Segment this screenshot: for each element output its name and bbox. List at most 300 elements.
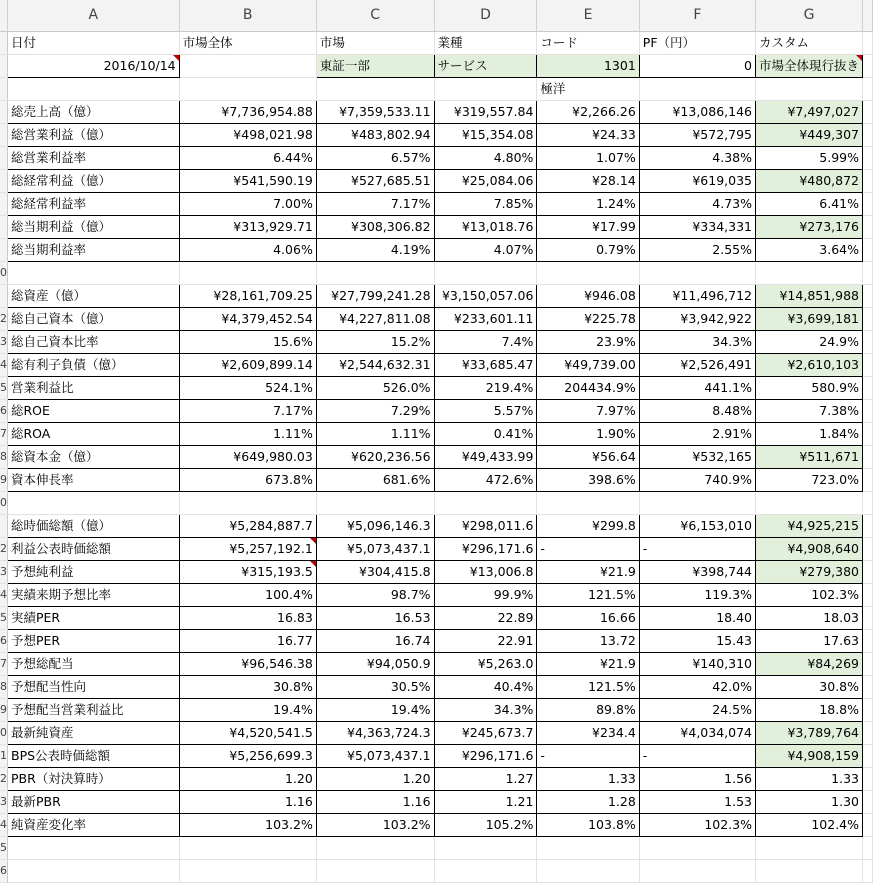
metric-value-cell[interactable]: 1.30 bbox=[756, 791, 863, 814]
metric-label-cell[interactable]: 実績来期予想比率 bbox=[8, 584, 180, 607]
metric-value-cell[interactable]: 1.16 bbox=[316, 791, 434, 814]
empty-cell-h[interactable] bbox=[863, 78, 873, 101]
empty-cell-h[interactable] bbox=[863, 354, 873, 377]
metric-value-cell[interactable]: 102.3% bbox=[639, 814, 755, 837]
header-label-cell[interactable]: PF（円） bbox=[639, 32, 755, 55]
metric-value-cell[interactable]: ¥308,306.82 bbox=[316, 216, 434, 239]
empty-cell[interactable] bbox=[537, 860, 639, 883]
metric-value-cell[interactable]: 6.57% bbox=[316, 147, 434, 170]
metric-value-cell[interactable]: ¥33,685.47 bbox=[434, 354, 537, 377]
metric-value-cell[interactable]: ¥319,557.84 bbox=[434, 101, 537, 124]
metric-value-cell[interactable]: 7.4% bbox=[434, 331, 537, 354]
metric-value-cell[interactable]: ¥296,171.6 bbox=[434, 745, 537, 768]
metric-value-cell[interactable]: 22.91 bbox=[434, 630, 537, 653]
row-number[interactable]: 4 bbox=[0, 354, 8, 377]
metric-value-cell[interactable]: ¥313,929.71 bbox=[179, 216, 316, 239]
metric-value-cell[interactable]: ¥2,610,103 bbox=[756, 354, 863, 377]
metric-value-cell[interactable]: ¥4,520,541.5 bbox=[179, 722, 316, 745]
custom-select-cell[interactable]: 市場全体現行抜き bbox=[756, 55, 863, 78]
row-number[interactable] bbox=[0, 55, 8, 78]
header-label-cell[interactable]: 業種 bbox=[434, 32, 537, 55]
metric-label-cell[interactable]: 最新純資産 bbox=[8, 722, 180, 745]
date-input-cell[interactable]: 2016/10/14 bbox=[8, 55, 180, 78]
column-header-d[interactable]: D bbox=[434, 0, 537, 32]
row-number[interactable] bbox=[0, 239, 8, 262]
empty-cell-h[interactable] bbox=[863, 538, 873, 561]
empty-cell[interactable] bbox=[316, 78, 434, 101]
metric-value-cell[interactable]: 1.07% bbox=[537, 147, 639, 170]
metric-value-cell[interactable]: 103.2% bbox=[316, 814, 434, 837]
empty-cell-h[interactable] bbox=[863, 285, 873, 308]
metric-value-cell[interactable]: 1.33 bbox=[756, 768, 863, 791]
metric-value-cell[interactable]: ¥4,925,215 bbox=[756, 515, 863, 538]
metric-label-cell[interactable]: 総当期利益率 bbox=[8, 239, 180, 262]
empty-cell-h[interactable] bbox=[863, 814, 873, 837]
empty-cell[interactable] bbox=[639, 492, 755, 515]
empty-cell[interactable] bbox=[316, 492, 434, 515]
row-number[interactable]: 5 bbox=[0, 607, 8, 630]
metric-label-cell[interactable]: 総時価総額（億） bbox=[8, 515, 180, 538]
empty-cell[interactable] bbox=[8, 837, 180, 860]
metric-value-cell[interactable]: ¥480,872 bbox=[756, 170, 863, 193]
metric-value-cell[interactable]: 6.41% bbox=[756, 193, 863, 216]
metric-value-cell[interactable]: 105.2% bbox=[434, 814, 537, 837]
metric-value-cell[interactable]: ¥4,034,074 bbox=[639, 722, 755, 745]
row-number[interactable]: 3 bbox=[0, 791, 8, 814]
row-number[interactable] bbox=[0, 285, 8, 308]
metric-value-cell[interactable]: 7.38% bbox=[756, 400, 863, 423]
metric-value-cell[interactable]: 15.6% bbox=[179, 331, 316, 354]
empty-cell-h[interactable] bbox=[863, 400, 873, 423]
metric-value-cell[interactable]: ¥13,018.76 bbox=[434, 216, 537, 239]
metric-value-cell[interactable]: 102.3% bbox=[756, 584, 863, 607]
empty-cell[interactable] bbox=[434, 78, 537, 101]
row-number[interactable]: 2 bbox=[0, 538, 8, 561]
empty-cell[interactable] bbox=[179, 860, 316, 883]
empty-cell-h[interactable] bbox=[863, 768, 873, 791]
metric-value-cell[interactable]: ¥2,526,491 bbox=[639, 354, 755, 377]
empty-cell[interactable] bbox=[179, 262, 316, 285]
column-header-c[interactable]: C bbox=[316, 0, 434, 32]
empty-cell[interactable] bbox=[8, 860, 180, 883]
empty-cell-h[interactable] bbox=[863, 492, 873, 515]
row-number[interactable] bbox=[0, 216, 8, 239]
metric-value-cell[interactable]: 103.2% bbox=[179, 814, 316, 837]
empty-cell[interactable] bbox=[756, 860, 863, 883]
metric-value-cell[interactable]: 4.80% bbox=[434, 147, 537, 170]
row-number[interactable]: 8 bbox=[0, 676, 8, 699]
metric-value-cell[interactable]: ¥5,256,699.3 bbox=[179, 745, 316, 768]
empty-cell-h[interactable] bbox=[863, 561, 873, 584]
metric-value-cell[interactable]: 16.66 bbox=[537, 607, 639, 630]
empty-cell[interactable] bbox=[179, 837, 316, 860]
metric-label-cell[interactable]: 利益公表時価総額 bbox=[8, 538, 180, 561]
row-number[interactable]: 3 bbox=[0, 561, 8, 584]
empty-cell[interactable] bbox=[316, 837, 434, 860]
empty-cell[interactable] bbox=[434, 492, 537, 515]
empty-cell-h[interactable] bbox=[863, 193, 873, 216]
metric-value-cell[interactable]: 1.90% bbox=[537, 423, 639, 446]
metric-value-cell[interactable]: ¥5,073,437.1 bbox=[316, 538, 434, 561]
metric-value-cell[interactable]: 0.41% bbox=[434, 423, 537, 446]
metric-value-cell[interactable]: 16.74 bbox=[316, 630, 434, 653]
metric-label-cell[interactable]: 予想純利益 bbox=[8, 561, 180, 584]
metric-value-cell[interactable]: ¥3,699,181 bbox=[756, 308, 863, 331]
metric-value-cell[interactable]: 1.27 bbox=[434, 768, 537, 791]
metric-value-cell[interactable]: ¥532,165 bbox=[639, 446, 755, 469]
metric-label-cell[interactable]: 総経常利益（億） bbox=[8, 170, 180, 193]
metric-label-cell[interactable]: 予想PER bbox=[8, 630, 180, 653]
metric-value-cell[interactable]: - bbox=[537, 745, 639, 768]
metric-value-cell[interactable]: ¥4,363,724.3 bbox=[316, 722, 434, 745]
row-number[interactable]: 5 bbox=[0, 837, 8, 860]
row-number[interactable]: 5 bbox=[0, 377, 8, 400]
metric-value-cell[interactable]: ¥541,590.19 bbox=[179, 170, 316, 193]
metric-value-cell[interactable]: ¥398,744 bbox=[639, 561, 755, 584]
metric-value-cell[interactable]: - bbox=[639, 538, 755, 561]
metric-value-cell[interactable]: ¥511,671 bbox=[756, 446, 863, 469]
metric-value-cell[interactable]: 7.29% bbox=[316, 400, 434, 423]
metric-label-cell[interactable]: 最新PBR bbox=[8, 791, 180, 814]
metric-value-cell[interactable]: ¥4,908,159 bbox=[756, 745, 863, 768]
metric-label-cell[interactable]: 総営業利益（億） bbox=[8, 124, 180, 147]
empty-cell-h[interactable] bbox=[863, 446, 873, 469]
metric-value-cell[interactable]: ¥11,496,712 bbox=[639, 285, 755, 308]
empty-cell[interactable] bbox=[179, 55, 316, 78]
row-number[interactable] bbox=[0, 32, 8, 55]
empty-cell[interactable] bbox=[316, 860, 434, 883]
empty-cell-h[interactable] bbox=[863, 239, 873, 262]
column-header-a[interactable]: A bbox=[8, 0, 180, 32]
metric-value-cell[interactable]: ¥5,096,146.3 bbox=[316, 515, 434, 538]
metric-value-cell[interactable]: ¥620,236.56 bbox=[316, 446, 434, 469]
metric-value-cell[interactable]: 1.84% bbox=[756, 423, 863, 446]
metric-value-cell[interactable]: 441.1% bbox=[639, 377, 755, 400]
metric-value-cell[interactable]: ¥56.64 bbox=[537, 446, 639, 469]
row-number[interactable]: 7 bbox=[0, 423, 8, 446]
metric-value-cell[interactable]: 5.57% bbox=[434, 400, 537, 423]
empty-cell-h[interactable] bbox=[863, 147, 873, 170]
metric-value-cell[interactable]: 7.00% bbox=[179, 193, 316, 216]
metric-value-cell[interactable]: 42.0% bbox=[639, 676, 755, 699]
empty-cell-h[interactable] bbox=[863, 607, 873, 630]
metric-value-cell[interactable]: ¥6,153,010 bbox=[639, 515, 755, 538]
metric-value-cell[interactable]: ¥7,497,027 bbox=[756, 101, 863, 124]
metric-value-cell[interactable]: 121.5% bbox=[537, 676, 639, 699]
empty-cell-h[interactable] bbox=[863, 124, 873, 147]
metric-value-cell[interactable]: ¥49,739.00 bbox=[537, 354, 639, 377]
metric-value-cell[interactable]: 30.5% bbox=[316, 676, 434, 699]
empty-cell-h[interactable] bbox=[863, 32, 873, 55]
metric-value-cell[interactable]: ¥2,544,632.31 bbox=[316, 354, 434, 377]
column-header-g[interactable]: G bbox=[756, 0, 863, 32]
metric-value-cell[interactable]: 16.83 bbox=[179, 607, 316, 630]
empty-cell[interactable] bbox=[537, 492, 639, 515]
metric-value-cell[interactable]: 2.91% bbox=[639, 423, 755, 446]
metric-value-cell[interactable]: 4.19% bbox=[316, 239, 434, 262]
row-number[interactable]: 9 bbox=[0, 469, 8, 492]
row-number[interactable]: 6 bbox=[0, 860, 8, 883]
select-all-corner[interactable] bbox=[0, 0, 8, 32]
metric-value-cell[interactable]: 2.55% bbox=[639, 239, 755, 262]
company-name-cell[interactable]: 極洋 bbox=[537, 78, 639, 101]
metric-label-cell[interactable]: 予想配当営業利益比 bbox=[8, 699, 180, 722]
code-input-cell[interactable]: 1301 bbox=[537, 55, 639, 78]
metric-value-cell[interactable]: 1.24% bbox=[537, 193, 639, 216]
empty-cell[interactable] bbox=[639, 837, 755, 860]
metric-value-cell[interactable]: 1.16 bbox=[179, 791, 316, 814]
metric-value-cell[interactable]: ¥2,266.26 bbox=[537, 101, 639, 124]
metric-label-cell[interactable]: 総資産（億） bbox=[8, 285, 180, 308]
column-header-h[interactable] bbox=[863, 0, 873, 32]
metric-value-cell[interactable]: 1.20 bbox=[179, 768, 316, 791]
metric-value-cell[interactable]: 7.97% bbox=[537, 400, 639, 423]
empty-cell-h[interactable] bbox=[863, 55, 873, 78]
row-number[interactable]: 9 bbox=[0, 699, 8, 722]
empty-cell-h[interactable] bbox=[863, 170, 873, 193]
metric-value-cell[interactable]: 98.7% bbox=[316, 584, 434, 607]
metric-value-cell[interactable]: ¥572,795 bbox=[639, 124, 755, 147]
metric-value-cell[interactable]: 30.8% bbox=[756, 676, 863, 699]
metric-value-cell[interactable]: ¥84,269 bbox=[756, 653, 863, 676]
metric-value-cell[interactable]: 103.8% bbox=[537, 814, 639, 837]
row-number[interactable]: 6 bbox=[0, 630, 8, 653]
metric-value-cell[interactable]: 16.77 bbox=[179, 630, 316, 653]
metric-value-cell[interactable]: 7.17% bbox=[316, 193, 434, 216]
metric-value-cell[interactable]: ¥28.14 bbox=[537, 170, 639, 193]
metric-value-cell[interactable]: 1.33 bbox=[537, 768, 639, 791]
header-label-cell[interactable]: 市場 bbox=[316, 32, 434, 55]
metric-value-cell[interactable]: 18.03 bbox=[756, 607, 863, 630]
empty-cell[interactable] bbox=[756, 78, 863, 101]
metric-label-cell[interactable]: 資本伸長率 bbox=[8, 469, 180, 492]
metric-label-cell[interactable]: 総売上高（億） bbox=[8, 101, 180, 124]
empty-cell-h[interactable] bbox=[863, 377, 873, 400]
metric-value-cell[interactable]: 1.11% bbox=[179, 423, 316, 446]
metric-label-cell[interactable]: 総自己資本比率 bbox=[8, 331, 180, 354]
metric-value-cell[interactable]: ¥5,284,887.7 bbox=[179, 515, 316, 538]
metric-value-cell[interactable]: ¥7,359,533.11 bbox=[316, 101, 434, 124]
metric-value-cell[interactable]: 526.0% bbox=[316, 377, 434, 400]
metric-value-cell[interactable]: ¥233,601.11 bbox=[434, 308, 537, 331]
metric-value-cell[interactable]: 18.40 bbox=[639, 607, 755, 630]
column-header-e[interactable]: E bbox=[537, 0, 639, 32]
metric-value-cell[interactable]: ¥5,257,192.1 bbox=[179, 538, 316, 561]
metric-value-cell[interactable]: ¥946.08 bbox=[537, 285, 639, 308]
pf-input-cell[interactable]: 0 bbox=[639, 55, 755, 78]
row-number[interactable]: 3 bbox=[0, 331, 8, 354]
metric-value-cell[interactable]: ¥24.33 bbox=[537, 124, 639, 147]
row-number[interactable] bbox=[0, 515, 8, 538]
metric-value-cell[interactable]: ¥279,380 bbox=[756, 561, 863, 584]
metric-value-cell[interactable]: 16.53 bbox=[316, 607, 434, 630]
row-number[interactable] bbox=[0, 170, 8, 193]
metric-value-cell[interactable]: ¥527,685.51 bbox=[316, 170, 434, 193]
metric-value-cell[interactable]: ¥245,673.7 bbox=[434, 722, 537, 745]
empty-cell-h[interactable] bbox=[863, 745, 873, 768]
metric-label-cell[interactable]: 総資本金（億） bbox=[8, 446, 180, 469]
metric-label-cell[interactable]: 予想総配当 bbox=[8, 653, 180, 676]
row-number[interactable] bbox=[0, 193, 8, 216]
metric-value-cell[interactable]: 121.5% bbox=[537, 584, 639, 607]
metric-value-cell[interactable]: ¥3,789,764 bbox=[756, 722, 863, 745]
column-header-b[interactable]: B bbox=[179, 0, 316, 32]
empty-cell-h[interactable] bbox=[863, 216, 873, 239]
metric-value-cell[interactable]: 102.4% bbox=[756, 814, 863, 837]
metric-label-cell[interactable]: 総ROA bbox=[8, 423, 180, 446]
row-number[interactable] bbox=[0, 147, 8, 170]
row-number[interactable]: 6 bbox=[0, 400, 8, 423]
empty-cell-h[interactable] bbox=[863, 101, 873, 124]
empty-cell-h[interactable] bbox=[863, 584, 873, 607]
empty-cell-h[interactable] bbox=[863, 262, 873, 285]
market-select-cell[interactable]: 東証一部 bbox=[316, 55, 434, 78]
metric-value-cell[interactable]: 24.9% bbox=[756, 331, 863, 354]
metric-label-cell[interactable]: 総営業利益率 bbox=[8, 147, 180, 170]
metric-value-cell[interactable]: ¥2,609,899.14 bbox=[179, 354, 316, 377]
row-number[interactable]: 0 bbox=[0, 262, 8, 285]
metric-value-cell[interactable]: 13.72 bbox=[537, 630, 639, 653]
metric-value-cell[interactable]: 8.48% bbox=[639, 400, 755, 423]
metric-label-cell[interactable]: 予想配当性向 bbox=[8, 676, 180, 699]
metric-label-cell[interactable]: BPS公表時価総額 bbox=[8, 745, 180, 768]
empty-cell[interactable] bbox=[639, 78, 755, 101]
industry-select-cell[interactable]: サービス bbox=[434, 55, 537, 78]
metric-value-cell[interactable]: 7.17% bbox=[179, 400, 316, 423]
metric-value-cell[interactable]: ¥27,799,241.28 bbox=[316, 285, 434, 308]
empty-cell[interactable] bbox=[756, 262, 863, 285]
metric-value-cell[interactable]: 580.9% bbox=[756, 377, 863, 400]
empty-cell-h[interactable] bbox=[863, 653, 873, 676]
row-number[interactable]: 7 bbox=[0, 653, 8, 676]
metric-value-cell[interactable]: 15.43 bbox=[639, 630, 755, 653]
empty-cell-h[interactable] bbox=[863, 722, 873, 745]
empty-cell[interactable] bbox=[8, 492, 180, 515]
metric-value-cell[interactable]: 19.4% bbox=[316, 699, 434, 722]
empty-cell[interactable] bbox=[756, 837, 863, 860]
empty-cell[interactable] bbox=[537, 262, 639, 285]
empty-cell-h[interactable] bbox=[863, 860, 873, 883]
empty-cell-h[interactable] bbox=[863, 791, 873, 814]
empty-cell[interactable] bbox=[434, 262, 537, 285]
metric-value-cell[interactable]: 4.38% bbox=[639, 147, 755, 170]
row-number[interactable] bbox=[0, 124, 8, 147]
metric-value-cell[interactable]: 19.4% bbox=[179, 699, 316, 722]
metric-value-cell[interactable]: 23.9% bbox=[537, 331, 639, 354]
header-label-cell[interactable]: 日付 bbox=[8, 32, 180, 55]
row-number[interactable]: 1 bbox=[0, 745, 8, 768]
empty-cell-h[interactable] bbox=[863, 699, 873, 722]
metric-value-cell[interactable]: ¥3,150,057.06 bbox=[434, 285, 537, 308]
metric-label-cell[interactable]: 実績PER bbox=[8, 607, 180, 630]
empty-cell-h[interactable] bbox=[863, 469, 873, 492]
metric-value-cell[interactable]: ¥299.8 bbox=[537, 515, 639, 538]
metric-value-cell[interactable]: ¥49,433.99 bbox=[434, 446, 537, 469]
metric-label-cell[interactable]: 総自己資本（億） bbox=[8, 308, 180, 331]
metric-value-cell[interactable]: ¥296,171.6 bbox=[434, 538, 537, 561]
metric-value-cell[interactable]: ¥5,263.0 bbox=[434, 653, 537, 676]
metric-value-cell[interactable]: ¥25,084.06 bbox=[434, 170, 537, 193]
metric-value-cell[interactable]: 34.3% bbox=[639, 331, 755, 354]
empty-cell-h[interactable] bbox=[863, 630, 873, 653]
row-number[interactable] bbox=[0, 78, 8, 101]
header-label-cell[interactable]: コード bbox=[537, 32, 639, 55]
metric-value-cell[interactable]: 219.4% bbox=[434, 377, 537, 400]
metric-label-cell[interactable]: 総有利子負債（億） bbox=[8, 354, 180, 377]
metric-value-cell[interactable]: 1.11% bbox=[316, 423, 434, 446]
metric-value-cell[interactable]: 1.20 bbox=[316, 768, 434, 791]
metric-value-cell[interactable]: ¥304,415.8 bbox=[316, 561, 434, 584]
metric-label-cell[interactable]: 営業利益比 bbox=[8, 377, 180, 400]
metric-label-cell[interactable]: 純資産変化率 bbox=[8, 814, 180, 837]
metric-value-cell[interactable]: 15.2% bbox=[316, 331, 434, 354]
row-number[interactable]: 8 bbox=[0, 446, 8, 469]
metric-value-cell[interactable]: ¥619,035 bbox=[639, 170, 755, 193]
metric-value-cell[interactable]: 89.8% bbox=[537, 699, 639, 722]
metric-value-cell[interactable]: 4.07% bbox=[434, 239, 537, 262]
metric-value-cell[interactable]: ¥3,942,922 bbox=[639, 308, 755, 331]
metric-label-cell[interactable]: PBR（対決算時） bbox=[8, 768, 180, 791]
metric-value-cell[interactable]: 17.63 bbox=[756, 630, 863, 653]
metric-value-cell[interactable]: ¥96,546.38 bbox=[179, 653, 316, 676]
metric-value-cell[interactable]: ¥298,011.6 bbox=[434, 515, 537, 538]
metric-value-cell[interactable]: ¥94,050.9 bbox=[316, 653, 434, 676]
metric-value-cell[interactable]: 723.0% bbox=[756, 469, 863, 492]
metric-value-cell[interactable]: ¥4,379,452.54 bbox=[179, 308, 316, 331]
metric-value-cell[interactable]: 673.8% bbox=[179, 469, 316, 492]
metric-value-cell[interactable]: ¥4,227,811.08 bbox=[316, 308, 434, 331]
metric-value-cell[interactable]: ¥14,851,988 bbox=[756, 285, 863, 308]
empty-cell-h[interactable] bbox=[863, 837, 873, 860]
metric-value-cell[interactable]: ¥4,908,640 bbox=[756, 538, 863, 561]
metric-value-cell[interactable]: 6.44% bbox=[179, 147, 316, 170]
metric-value-cell[interactable]: 472.6% bbox=[434, 469, 537, 492]
empty-cell[interactable] bbox=[8, 262, 180, 285]
empty-cell[interactable] bbox=[537, 837, 639, 860]
metric-value-cell[interactable]: 119.3% bbox=[639, 584, 755, 607]
metric-value-cell[interactable]: 681.6% bbox=[316, 469, 434, 492]
metric-value-cell[interactable]: 34.3% bbox=[434, 699, 537, 722]
metric-value-cell[interactable]: 7.85% bbox=[434, 193, 537, 216]
empty-cell[interactable] bbox=[756, 492, 863, 515]
metric-value-cell[interactable]: ¥225.78 bbox=[537, 308, 639, 331]
row-number[interactable]: 0 bbox=[0, 492, 8, 515]
empty-cell-h[interactable] bbox=[863, 515, 873, 538]
metric-label-cell[interactable]: 総経常利益率 bbox=[8, 193, 180, 216]
metric-value-cell[interactable]: - bbox=[537, 538, 639, 561]
metric-value-cell[interactable]: 24.5% bbox=[639, 699, 755, 722]
empty-cell[interactable] bbox=[639, 860, 755, 883]
row-number[interactable]: 2 bbox=[0, 308, 8, 331]
metric-label-cell[interactable]: 総ROE bbox=[8, 400, 180, 423]
metric-value-cell[interactable]: 100.4% bbox=[179, 584, 316, 607]
empty-cell[interactable] bbox=[434, 860, 537, 883]
empty-cell[interactable] bbox=[434, 837, 537, 860]
row-number[interactable]: 4 bbox=[0, 584, 8, 607]
metric-value-cell[interactable]: ¥13,086,146 bbox=[639, 101, 755, 124]
metric-value-cell[interactable]: ¥315,193.5 bbox=[179, 561, 316, 584]
metric-value-cell[interactable]: 3.64% bbox=[756, 239, 863, 262]
metric-value-cell[interactable]: ¥21.9 bbox=[537, 653, 639, 676]
metric-value-cell[interactable]: ¥28,161,709.25 bbox=[179, 285, 316, 308]
empty-cell-h[interactable] bbox=[863, 676, 873, 699]
column-header-f[interactable]: F bbox=[639, 0, 755, 32]
empty-cell[interactable] bbox=[639, 262, 755, 285]
metric-value-cell[interactable]: 5.99% bbox=[756, 147, 863, 170]
metric-value-cell[interactable]: 1.28 bbox=[537, 791, 639, 814]
metric-value-cell[interactable]: 1.56 bbox=[639, 768, 755, 791]
metric-label-cell[interactable]: 総当期利益（億） bbox=[8, 216, 180, 239]
